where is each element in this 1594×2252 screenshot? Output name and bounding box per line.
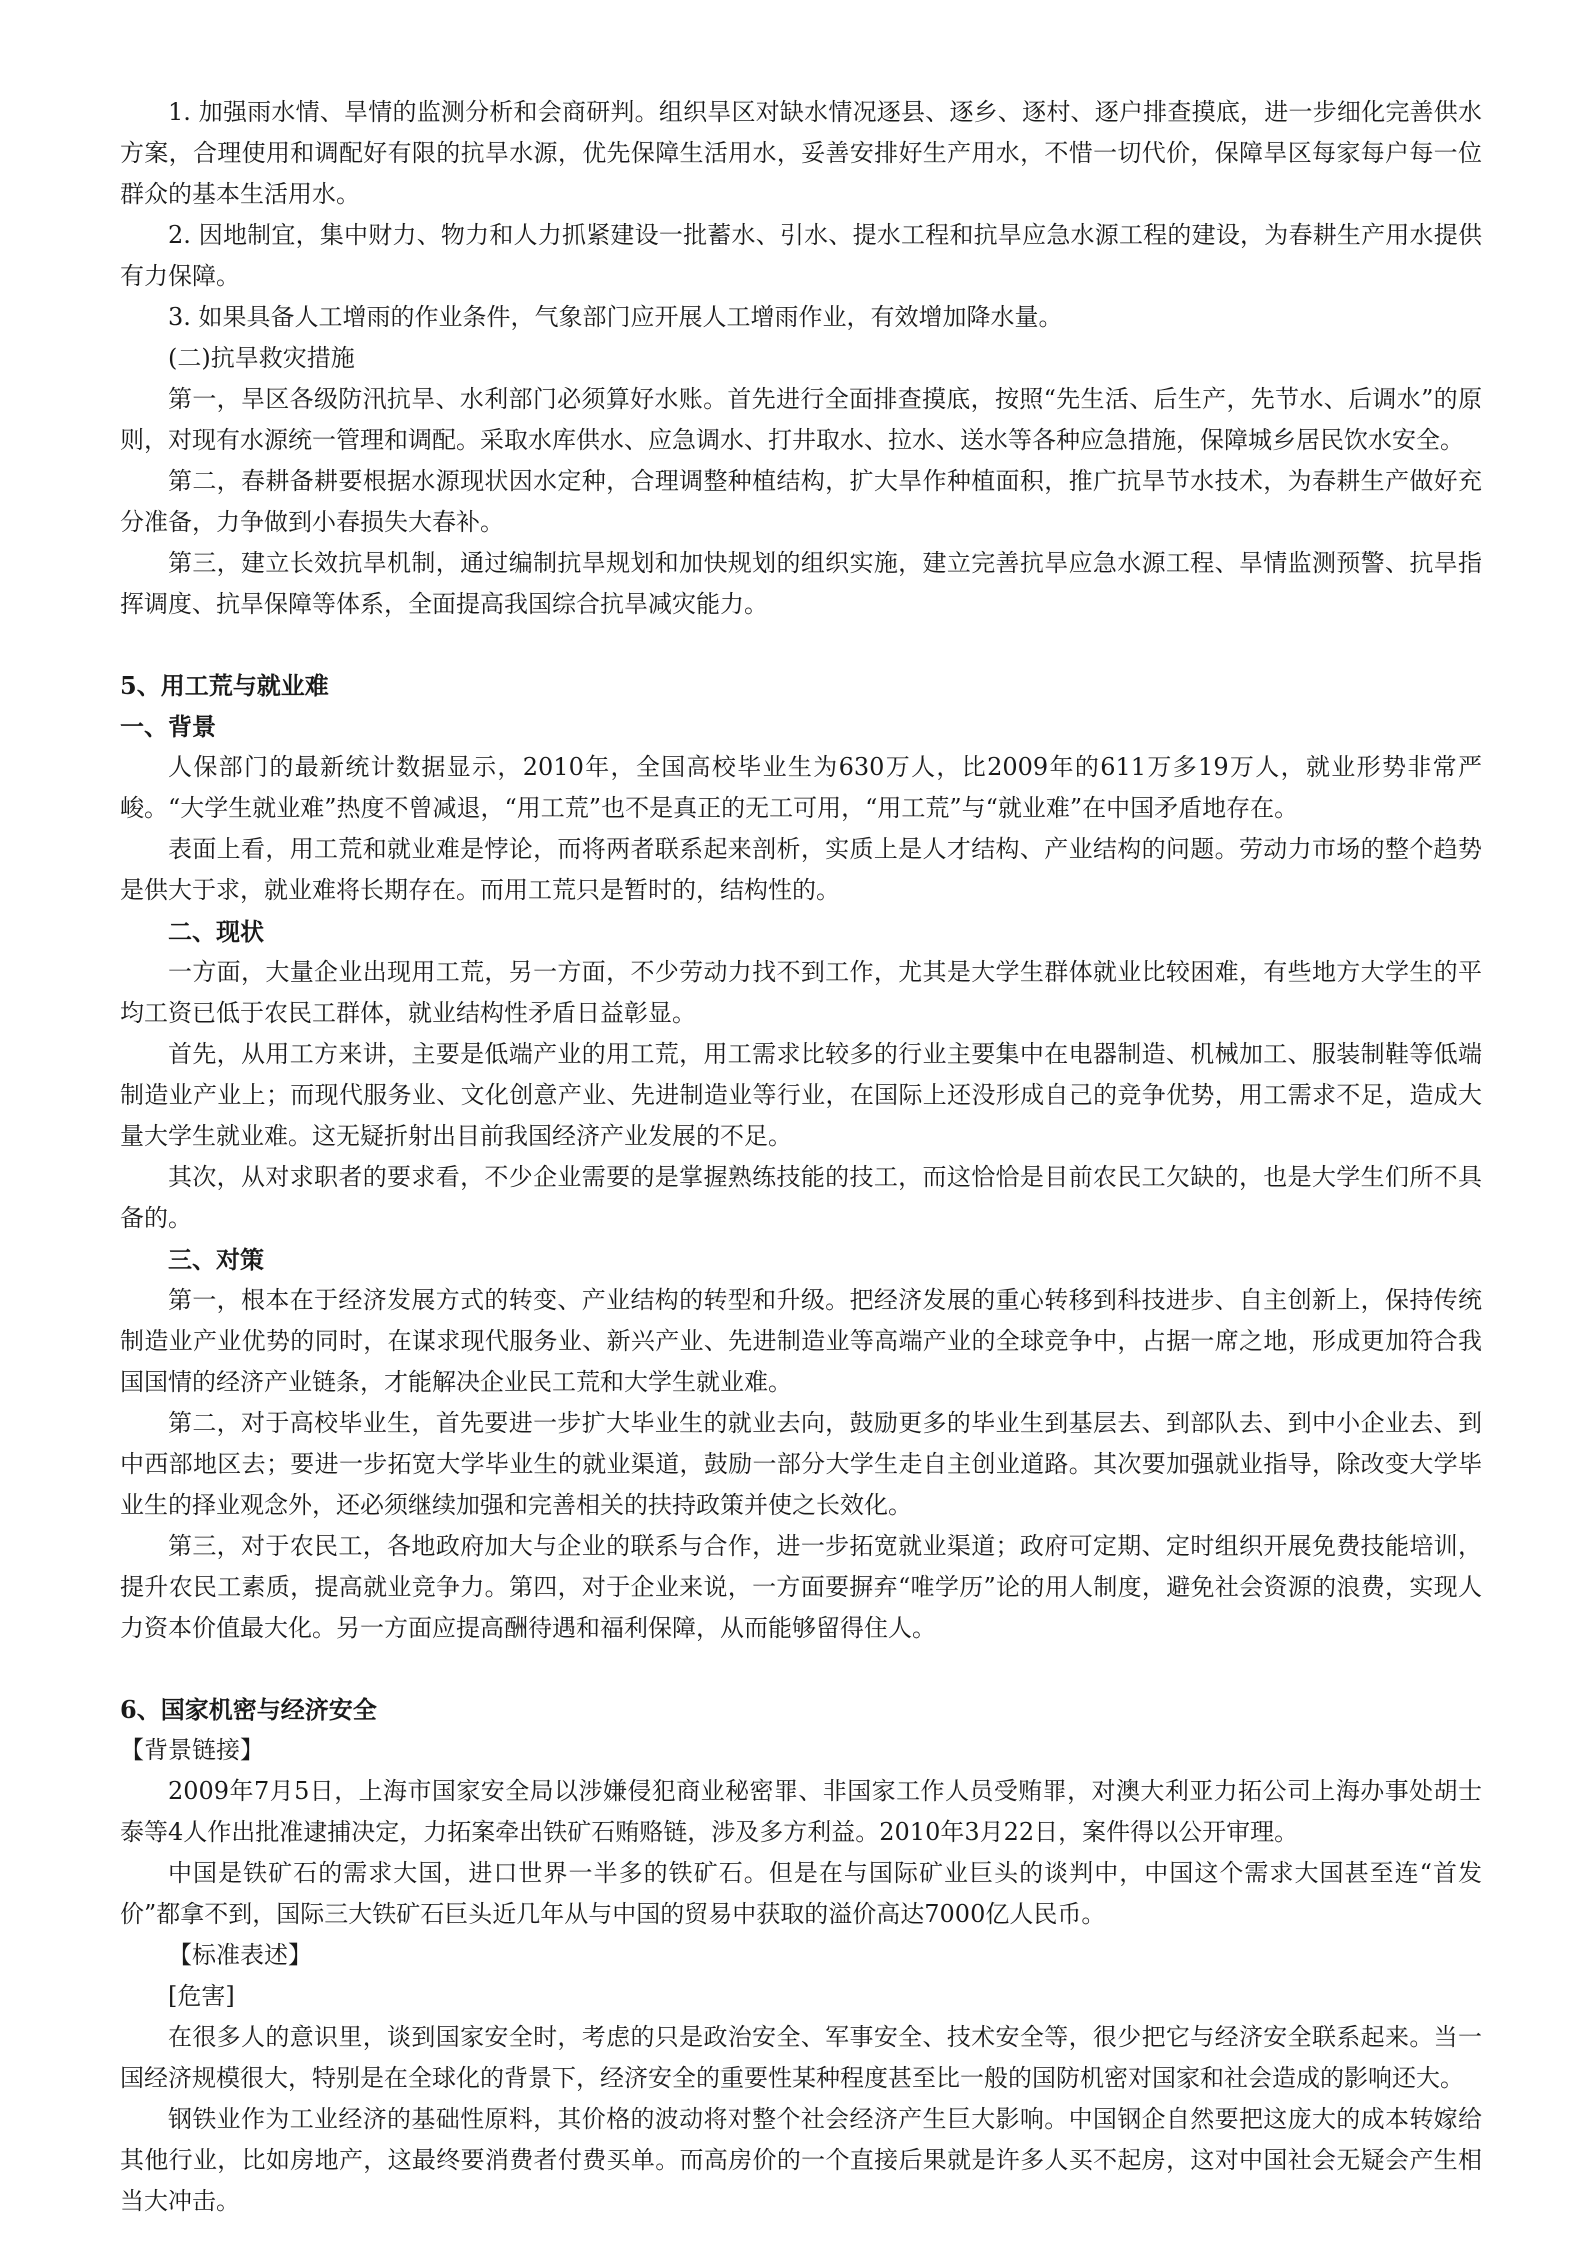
paragraph: 2. 因地制宜，集中财力、物力和人力抓紧建设一批蓄水、引水、提水工程和抗旱应急水源工程的建设，为春耕生产用水提供有力保障。 bbox=[120, 221, 1482, 290]
paragraph: 首先，从用工方来讲，主要是低端产业的用工荒，用工需求比较多的行业主要集中在电器制造、机械加工、服装制鞋等低端制造业产业上；而现代服务业、文化创意产业、先进制造业等行业，在国际上还没形成自己的竞争优势，用工需求不足，造成大量大学生就业难。这无疑折射出目前我国经济产业发展的不足。 bbox=[120, 1040, 1482, 1150]
paragraph: 表面上看，用工荒和就业难是悖论，而将两者联系起来剖析，实质上是人才结构、产业结构的问题。劳动力市场的整个趋势是供大于求，就业难将长期存在。而用工荒只是暂时的，结构性的。 bbox=[120, 835, 1482, 904]
paragraph: 钢铁业作为工业经济的基础性原料，其价格的波动将对整个社会经济产生巨大影响。中国钢企自然要把这庞大的成本转嫁给其他行业，比如房地产，这最终要消费者付费买单。而高房价的一个直接后果就是许多人买不起房，这对中国社会无疑会产生相当大冲击。 bbox=[120, 2105, 1482, 2215]
section-title: 6、国家机密与经济安全 bbox=[120, 1695, 377, 1724]
paragraph: 第二，春耕备耕要根据水源现状因水定种，合理调整种植结构，扩大旱作种植面积，推广抗旱节水技术，为春耕生产做好充分准备，力争做到小春损失大春补。 bbox=[120, 467, 1482, 536]
bracket-heading: 【标准表述】 bbox=[168, 1941, 312, 1969]
paragraph: 2009年7月5日，上海市国家安全局以涉嫌侵犯商业秘密罪、非国家工作人员受贿罪，对澳大利亚力拓公司上海办事处胡士泰等4人作出批准逮捕决定，力拓案牵出铁矿石贿赂链，涉及多方利益。2010年3月22日，案件得以公开审理。 bbox=[120, 1777, 1482, 1846]
paragraph: 第三，对于农民工，各地政府加大与企业的联系与合作，进一步拓宽就业渠道；政府可定期、定时组织开展免费技能培训，提升农民工素质，提高就业竞争力。第四，对于企业来说，一方面要摒弃“唯学历”论的用人制度，避免社会资源的浪费，实现人力资本价值最大化。另一方面应提高酬待遇和福利保障，从而能够留得住人。 bbox=[120, 1532, 1482, 1642]
section-title: 5、用工荒与就业难 bbox=[120, 671, 329, 700]
paragraph: 一方面，大量企业出现用工荒，另一方面，不少劳动力找不到工作，尤其是大学生群体就业比较困难，有些地方大学生的平均工资已低于农民工群体，就业结构性矛盾日益彰显。 bbox=[120, 958, 1482, 1027]
bracket-heading: 【背景链接】 bbox=[120, 1736, 264, 1764]
paragraph: 第二，对于高校毕业生，首先要进一步扩大毕业生的就业去向，鼓励更多的毕业生到基层去、到部队去、到中小企业去、到中西部地区去；要进一步拓宽大学毕业生的就业渠道，鼓励一部分大学生走自主创业道路。其次要加强就业指导，除改变大学毕业生的择业观念外，还必须继续加强和完善相关的扶持政策并使之长效化。 bbox=[120, 1409, 1482, 1519]
bracket-heading: [危害] bbox=[168, 1982, 235, 2010]
paragraph: 3. 如果具备人工增雨的作业条件，气象部门应开展人工增雨作业，有效增加降水量。 bbox=[168, 303, 1063, 331]
paragraph: 在很多人的意识里，谈到国家安全时，考虑的只是政治安全、军事安全、技术安全等，很少把它与经济安全联系起来。当一国经济规模很大，特别是在全球化的背景下，经济安全的重要性某种程度甚至比一般的国防机密对国家和社会造成的影响还大。 bbox=[120, 2023, 1482, 2092]
section-heading-background: 一、背景 bbox=[120, 712, 216, 741]
paragraph: 第一，旱区各级防汛抗旱、水利部门必须算好水账。首先进行全面排查摸底，按照“先生活、后生产，先节水、后调水”的原则，对现有水源统一管理和调配。采取水库供水、应急调水、打井取水、拉水、送水等各种应急措施，保障城乡居民饮水安全。 bbox=[120, 385, 1482, 454]
paragraph: 1. 加强雨水情、旱情的监测分析和会商研判。组织旱区对缺水情况逐县、逐乡、逐村、逐户排查摸底，进一步细化完善供水方案，合理使用和调配好有限的抗旱水源，优先保障生活用水，妥善安排好生产用水，不惜一切代价，保障旱区每家每户每一位群众的基本生活用水。 bbox=[120, 98, 1482, 208]
section-heading-measures: 三、对策 bbox=[168, 1245, 264, 1274]
paragraph: 中国是铁矿石的需求大国，进口世界一半多的铁矿石。但是在与国际矿业巨头的谈判中，中国这个需求大国甚至连“首发价”都拿不到，国际三大铁矿石巨头近几年从与中国的贸易中获取的溢价高达7000亿人民币。 bbox=[120, 1859, 1482, 1928]
paragraph: 人保部门的最新统计数据显示，2010年，全国高校毕业生为630万人，比2009年的611万多19万人，就业形势非常严峻。“大学生就业难”热度不曾减退，“用工荒”也不是真正的无工可用，“用工荒”与“就业难”在中国矛盾地存在。 bbox=[120, 753, 1482, 822]
section-heading-status: 二、现状 bbox=[168, 917, 264, 946]
paragraph: 第三，建立长效抗旱机制，通过编制抗旱规划和加快规划的组织实施，建立完善抗旱应急水源工程、旱情监测预警、抗旱指挥调度、抗旱保障等体系，全面提高我国综合抗旱减灾能力。 bbox=[120, 549, 1482, 618]
subsection-heading: (二)抗旱救灾措施 bbox=[168, 344, 355, 372]
paragraph: 其次，从对求职者的要求看，不少企业需要的是掌握熟练技能的技工，而这恰恰是目前农民工欠缺的，也是大学生们所不具备的。 bbox=[120, 1163, 1482, 1232]
paragraph: 第一，根本在于经济发展方式的转变、产业结构的转型和升级。把经济发展的重心转移到科技进步、自主创新上，保持传统制造业产业优势的同时，在谋求现代服务业、新兴产业、先进制造业等高端产业的全球竞争中，占据一席之地，形成更加符合我国国情的经济产业链条，才能解决企业民工荒和大学生就业难。 bbox=[120, 1286, 1482, 1396]
